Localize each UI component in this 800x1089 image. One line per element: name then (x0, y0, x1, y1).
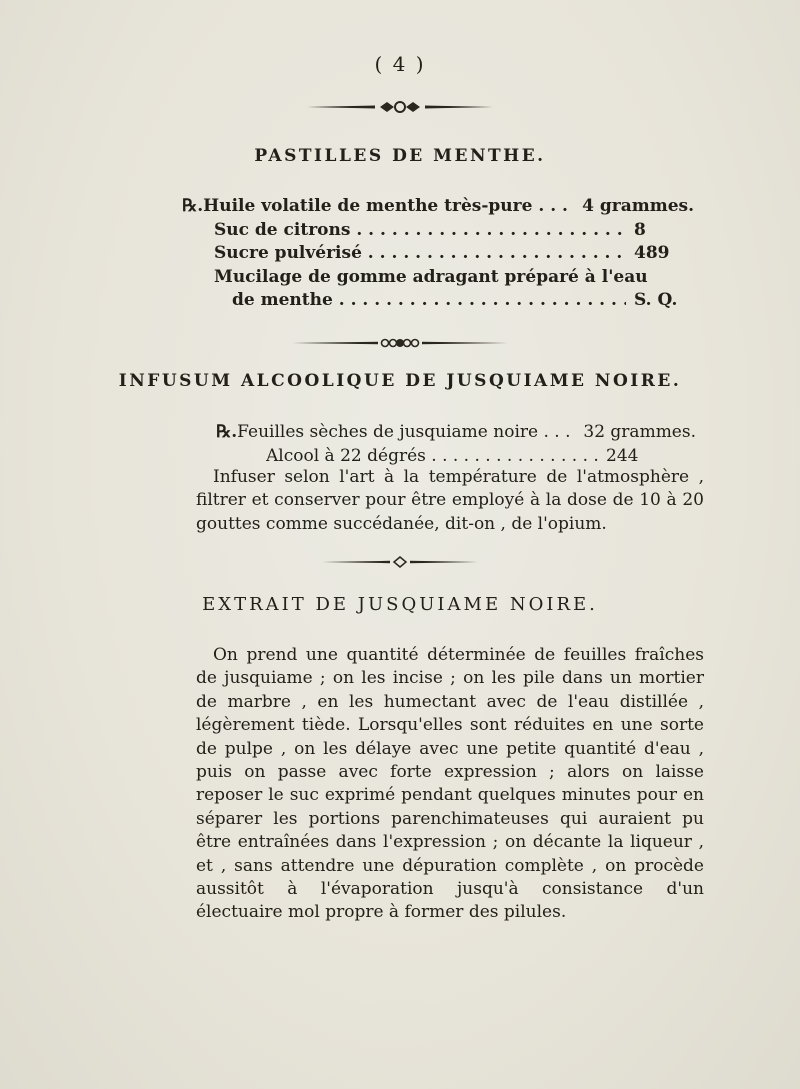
ingredient-name: Alcool à 22 dégrés . . . (266, 446, 598, 466)
list-item (214, 290, 694, 314)
recipe-list (182, 196, 694, 314)
ingredient-name: Mucilage de gomme adragant préparé à l'eau (214, 266, 648, 287)
recipe-list (216, 422, 696, 469)
list-item (214, 267, 694, 291)
ingredient-amount: S. Q. (634, 290, 678, 310)
ornamental-rule (0, 553, 800, 572)
section-title: EXTRAIT DE JUSQUIAME NOIRE. (202, 594, 598, 615)
ingredient-amount: 244 (606, 445, 639, 466)
ingredient-amount: 8 (634, 219, 646, 240)
ingredient-amount: 4 grammes. (582, 196, 694, 216)
ingredient-name: Feuilles sèches de jusquiame noire . . . (237, 422, 575, 442)
recipe-symbol: ℞. (216, 422, 238, 442)
section-title: INFUSUM ALCOOLIQUE DE JUSQUIAME NOIRE. (118, 371, 682, 391)
list-item (214, 220, 694, 244)
ornamental-rule (0, 99, 800, 118)
recipe-symbol: ℞. (182, 196, 204, 216)
ingredient-name: Sucre pulvérisé . . . (214, 243, 626, 263)
ingredient-name: Suc de citrons . . . (214, 220, 626, 240)
paragraph-text: Infuser selon l'art à la température de l'atmosphère , filtrer et conserver pour être employé à la dose de 10 à 20 gouttes comme succédanée, dit-on , de l'opium. (196, 467, 704, 534)
ingredient-name: de menthe . . . (232, 290, 626, 310)
ingredient-amount: 489 (634, 243, 670, 263)
section-title: PASTILLES DE MENTHE. (254, 146, 546, 166)
paragraph-text: On prend une quantité déterminée de feuilles fraîches de jusquiame ; on les incise ; on les pile dans un mortier de marbre , en les humectant avec de l'eau distillée , légèrement tiède. Lorsqu'elles sont réduites en une sorte de pulpe , on les délaye avec une petite quantité d'eau , puis on passe avec forte expression ; alors on laisse reposer le suc exprimé pendant quelques minutes pour en séparer les portions parenchimateuses qui auraient pu être entraînées dans l'expression ; on décante la liqueur , et , sans attendre une dépuration complète , on procède aussitôt à l'évaporation jusqu'à consistance d'un électuaire mol propre à former des pilules. (196, 645, 704, 923)
list-item (182, 196, 694, 220)
ingredient-amount: 32 grammes. (583, 422, 696, 442)
ornamental-rule (0, 334, 800, 353)
ingredient-name: Huile volatile de menthe très-pure . . . (203, 196, 574, 216)
list-item (216, 422, 696, 446)
page-number: ( 4 ) (374, 52, 426, 76)
body-paragraph (196, 644, 704, 925)
list-item (214, 243, 694, 267)
body-paragraph (196, 466, 704, 536)
